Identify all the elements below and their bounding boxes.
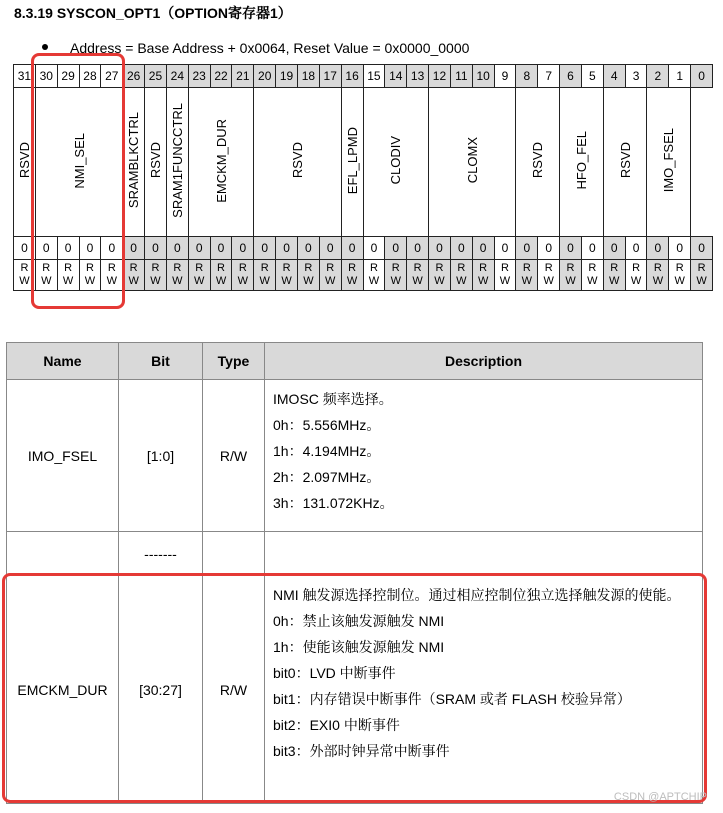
- access-read: R: [566, 262, 575, 274]
- table-header-row: [7, 343, 703, 380]
- reset-value-cell: 0: [232, 237, 254, 260]
- access-type-cell: [166, 260, 188, 291]
- description-line: 1h：使能该触发源触发 NMI: [273, 639, 445, 655]
- access-read: R: [151, 262, 160, 274]
- access-write: W: [587, 275, 598, 287]
- access-type-cell: [538, 260, 560, 291]
- bit-number-cell: 1: [669, 65, 691, 88]
- bit-number-cell: 16: [341, 65, 363, 88]
- header-bit: Bit: [119, 343, 203, 380]
- access-write: W: [41, 275, 52, 287]
- access-write: W: [674, 275, 685, 287]
- field-name-label: SRAM1FUNCCTRL: [169, 103, 185, 218]
- description-line: NMI 触发源选择控制位。通过相应控制位独立选择触发源的使能。: [273, 587, 681, 603]
- access-write: W: [609, 275, 620, 287]
- bit-number-cell: 5: [581, 65, 603, 88]
- field-name-label: EMCKM_DUR: [213, 118, 229, 203]
- bit-number-cell: 11: [450, 65, 472, 88]
- access-write: W: [412, 275, 423, 287]
- access-type-cell: [450, 260, 472, 291]
- field-cell: [603, 88, 647, 237]
- description-line: bit0：LVD 中断事件: [273, 665, 396, 681]
- access-write: W: [215, 275, 227, 287]
- reset-value-cell: 0: [188, 237, 210, 260]
- access-write: W: [106, 275, 117, 287]
- description-line: IMOSC 频率选择。: [273, 391, 393, 407]
- bit-number-cell: 0: [691, 65, 713, 88]
- access-write: W: [456, 275, 467, 287]
- field-name-label: RSVD: [530, 142, 546, 179]
- description-line: 1h：4.194MHz。: [273, 443, 381, 459]
- reset-value-cell: 0: [647, 237, 669, 260]
- reset-value-cell: 0: [319, 237, 341, 260]
- access-type-cell: [297, 260, 319, 291]
- description-line: bit2：EXI0 中断事件: [273, 717, 400, 733]
- field-name-label: HFO_FEL: [573, 131, 589, 190]
- access-type-cell: [647, 260, 669, 291]
- bit-number-cell: 29: [57, 65, 79, 88]
- access-write: W: [346, 275, 358, 287]
- access-read: R: [391, 262, 400, 274]
- access-read: R: [326, 262, 335, 274]
- bit-number-cell: 6: [560, 65, 582, 88]
- bit-number-cell: 7: [538, 65, 560, 88]
- field-name-label: IMO_FSEL: [661, 128, 677, 193]
- access-write: W: [19, 275, 30, 287]
- access-write: W: [193, 275, 205, 287]
- bit-number-cell: 18: [297, 65, 319, 88]
- bit-number-cell: 30: [35, 65, 57, 88]
- reset-value-cell: 0: [625, 237, 647, 260]
- access-write: W: [150, 275, 161, 287]
- access-write: W: [84, 275, 96, 287]
- field-cell: [166, 88, 188, 237]
- access-type-cell: [319, 260, 341, 291]
- reset-value-cell: 0: [145, 237, 167, 260]
- access-read: R: [675, 262, 684, 274]
- reset-value-cell: 0: [276, 237, 298, 260]
- field-name-label: CLOMX: [464, 137, 480, 184]
- access-read: R: [369, 262, 378, 274]
- access-write: W: [477, 275, 489, 287]
- reset-value-cell: 0: [429, 237, 451, 260]
- access-write: W: [630, 275, 642, 287]
- reset-value-cell: 0: [560, 237, 582, 260]
- access-type-cell: [603, 260, 625, 291]
- reset-value-cell: 0: [210, 237, 232, 260]
- access-type-cell: [407, 260, 429, 291]
- access-read: R: [217, 262, 225, 274]
- reset-value-cell: 0: [494, 237, 516, 260]
- field-type-cell: R/W: [203, 576, 265, 804]
- bit-number-cell: 4: [603, 65, 625, 88]
- field-description-cell: [265, 380, 703, 532]
- field-name-label: RSVD: [289, 142, 305, 179]
- field-name-label: RSVD: [147, 142, 163, 179]
- access-write: W: [696, 275, 707, 287]
- reset-value-cell: 0: [516, 237, 538, 260]
- field-cell: [341, 88, 363, 237]
- description-line: 0h：禁止该触发源触发 NMI: [273, 613, 445, 629]
- reset-value-cell: 0: [472, 237, 494, 260]
- reset-value-cell: 0: [385, 237, 407, 260]
- access-type-cell: [123, 260, 145, 291]
- bit-number-cell: 25: [145, 65, 167, 88]
- access-read: R: [129, 262, 138, 274]
- access-type-cell: [625, 260, 647, 291]
- field-name-label: SRAMBLKCTRL: [126, 112, 142, 209]
- bit-number-cell: 31: [14, 65, 36, 88]
- field-name-label: RSVD: [617, 142, 633, 179]
- header-description: Description: [265, 343, 703, 380]
- field-type-cell: [203, 532, 265, 576]
- access-write: W: [368, 275, 380, 287]
- section-heading: 8.3.19 SYSCON_OPT1（OPTION寄存器1）: [14, 5, 292, 21]
- field-bit-cell: -------: [119, 532, 203, 576]
- access-read: R: [107, 262, 116, 274]
- reset-value-cell: 0: [581, 237, 603, 260]
- reset-value-cell: 0: [254, 237, 276, 260]
- field-name-label: EFL_LPMD: [344, 126, 360, 195]
- access-write: W: [128, 275, 139, 287]
- access-type-cell: [363, 260, 385, 291]
- description-line: 3h：131.072KHz。: [273, 495, 394, 511]
- reset-value-cell: 0: [166, 237, 188, 260]
- description-line: 0h：5.556MHz。: [273, 417, 381, 433]
- header-type: Type: [203, 343, 265, 380]
- field-name-cell: IMO_FSEL: [7, 380, 119, 532]
- bit-number-cell: 23: [188, 65, 210, 88]
- reset-value-cell: 0: [79, 237, 101, 260]
- bit-number-cell: 15: [363, 65, 385, 88]
- bit-number-cell: 3: [625, 65, 647, 88]
- access-read: R: [195, 262, 204, 274]
- access-read: R: [42, 262, 51, 274]
- description-line: bit1：内存错误中断事件（SRAM 或者 FLASH 校验异常）: [273, 691, 631, 707]
- reset-value-cell: 0: [123, 237, 145, 260]
- access-read: R: [64, 262, 73, 274]
- access-type-cell: [560, 260, 582, 291]
- field-cell: [560, 88, 604, 237]
- access-read: R: [653, 262, 662, 274]
- reset-value-cell: 0: [407, 237, 429, 260]
- access-write: W: [325, 275, 336, 287]
- field-name-cell: [7, 532, 119, 576]
- field-cell: [254, 88, 341, 237]
- access-write: W: [499, 275, 511, 287]
- access-read: R: [588, 262, 597, 274]
- access-read: R: [435, 262, 444, 274]
- access-type-cell: [494, 260, 516, 291]
- access-read: R: [544, 262, 553, 274]
- description-line: 2h：2.097MHz。: [273, 469, 381, 485]
- access-type-cell: [669, 260, 691, 291]
- access-write: W: [565, 275, 576, 287]
- field-name-cell: EMCKM_DUR: [7, 576, 119, 804]
- bit-number-cell: 9: [494, 65, 516, 88]
- bit-number-cell: 2: [647, 65, 669, 88]
- bit-number-cell: 28: [79, 65, 101, 88]
- field-cell: [188, 88, 254, 237]
- field-name-label: CLODIV: [388, 136, 404, 185]
- reset-value-cell: 0: [57, 237, 79, 260]
- access-read: R: [20, 262, 29, 274]
- access-read: R: [501, 262, 509, 274]
- access-read: R: [85, 262, 94, 274]
- access-read: R: [632, 262, 641, 274]
- bit-number-cell: 10: [472, 65, 494, 88]
- access-type-cell: [145, 260, 167, 291]
- field-cell: [429, 88, 516, 237]
- header-name: Name: [7, 343, 119, 380]
- access-type-cell: [385, 260, 407, 291]
- reset-value-cell: 0: [691, 237, 713, 260]
- access-write: W: [390, 275, 401, 287]
- access-read: R: [348, 262, 357, 274]
- field-cell: [145, 88, 167, 237]
- access-write: W: [303, 275, 314, 287]
- access-type-cell: [276, 260, 298, 291]
- access-type-cell: [254, 260, 276, 291]
- access-type-cell: [581, 260, 603, 291]
- field-description-cell: [265, 532, 703, 576]
- access-read: R: [610, 262, 619, 274]
- bullet-dot: [42, 44, 48, 50]
- bit-number-cell: 19: [276, 65, 298, 88]
- access-read: R: [238, 262, 247, 274]
- access-write: W: [543, 275, 554, 287]
- access-type-cell: [691, 260, 713, 291]
- address-line: Address = Base Address + 0x0064, Reset Value = 0x0000_0000: [42, 40, 469, 56]
- bit-number-cell: 14: [385, 65, 407, 88]
- field-name-label: RSVD: [16, 142, 32, 179]
- field-type-cell: R/W: [203, 380, 265, 532]
- bit-number-cell: 13: [407, 65, 429, 88]
- bit-number-cell: 24: [166, 65, 188, 88]
- access-write: W: [521, 275, 533, 287]
- access-write: W: [434, 275, 445, 287]
- reset-value-cell: 0: [538, 237, 560, 260]
- reset-value-cell: 0: [35, 237, 57, 260]
- nmi-sel-highlight-box: [31, 53, 125, 309]
- access-type-cell: [472, 260, 494, 291]
- access-write: W: [172, 275, 183, 287]
- bit-number-cell: 17: [319, 65, 341, 88]
- reset-value-cell: 0: [101, 237, 123, 260]
- access-read: R: [413, 262, 422, 274]
- field-cell: [516, 88, 560, 237]
- reset-value-cell: 0: [297, 237, 319, 260]
- table-row: [7, 532, 703, 576]
- bit-number-cell: 8: [516, 65, 538, 88]
- bit-number-cell: 22: [210, 65, 232, 88]
- access-type-cell: [341, 260, 363, 291]
- access-write: W: [281, 275, 292, 287]
- access-type-cell: [188, 260, 210, 291]
- access-read: R: [522, 262, 531, 274]
- access-read: R: [173, 262, 182, 274]
- access-write: W: [652, 275, 664, 287]
- field-cell: [363, 88, 429, 237]
- access-read: R: [479, 262, 488, 274]
- bit-number-cell: 21: [232, 65, 254, 88]
- access-read: R: [457, 262, 466, 274]
- reset-value-cell: 0: [669, 237, 691, 260]
- access-write: W: [62, 275, 74, 287]
- bit-number-cell: 12: [429, 65, 451, 88]
- access-type-cell: [232, 260, 254, 291]
- reset-value-cell: 0: [450, 237, 472, 260]
- emckm-dur-highlight-box: [2, 573, 707, 803]
- field-cell: [123, 88, 145, 237]
- bit-number-cell: 27: [101, 65, 123, 88]
- description-line: bit3：外部时钟异常中断事件: [273, 743, 450, 759]
- access-read: R: [697, 262, 706, 274]
- access-type-cell: [516, 260, 538, 291]
- table-row: [7, 380, 703, 532]
- bit-number-cell: 26: [123, 65, 145, 88]
- reset-value-cell: 0: [363, 237, 385, 260]
- bit-number-cell: 20: [254, 65, 276, 88]
- access-type-cell: [429, 260, 451, 291]
- access-type-cell: [210, 260, 232, 291]
- access-read: R: [282, 262, 291, 274]
- access-read: R: [260, 262, 269, 274]
- field-bit-cell: [30:27]: [119, 576, 203, 804]
- reset-value-cell: 0: [341, 237, 363, 260]
- access-read: R: [304, 262, 313, 274]
- reset-value-cell: 0: [603, 237, 625, 260]
- field-bit-cell: [1:0]: [119, 380, 203, 532]
- field-cell: [647, 88, 691, 237]
- reset-value-cell: 0: [14, 237, 36, 260]
- access-write: W: [259, 275, 270, 287]
- field-name-label: NMI_SEL: [71, 132, 87, 189]
- watermark: CSDN @APTCHIP: [613, 791, 707, 803]
- access-write: W: [237, 275, 249, 287]
